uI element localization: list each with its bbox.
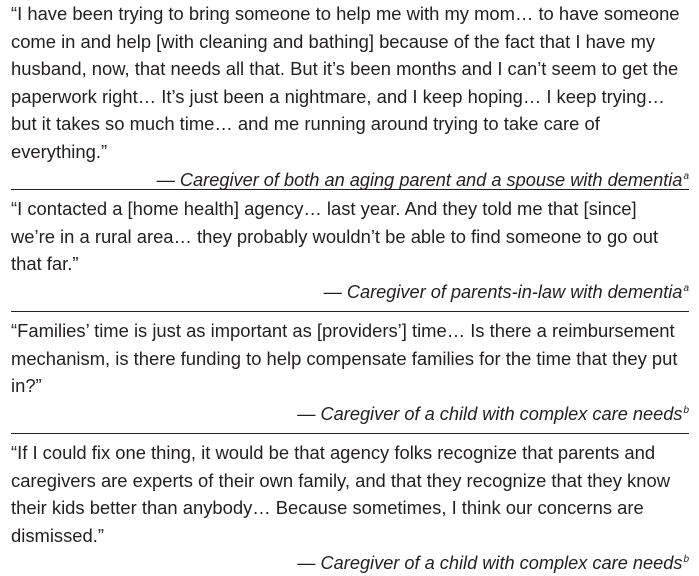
quote-text: “I contacted a [home health] agency… last year. And they told me that [since] we’re in a rural area… they probably wouldn’t be able to find someone to go out that far.” <box>11 198 659 275</box>
quote-attribution <box>11 550 689 576</box>
attribution-text: — Caregiver of a child with complex care needs <box>297 403 683 424</box>
quote-text: “I have been trying to bring someone to help me with my mom… to have someone come in and help [with cleaning and bathing] because of the fact that I have my husband, now, that needs all that. But it’s been months and I can’t seem to get the paperwork right… It’s just been a nightmare, and I keep hoping… I keep trying… but it takes so much time… and me running around trying to take care of everything.” <box>11 3 680 162</box>
footnote-marker: b <box>683 404 689 416</box>
quote-block <box>11 0 689 190</box>
quote-text: “Families’ time is just as important as [providers’] time… Is there a reimbursement mechanism, is there funding to help compensate families for the time that they put in?” <box>11 320 678 397</box>
attribution-text: — Caregiver of both an aging parent and a spouse with dementia <box>156 169 683 190</box>
quote-text: “If I could fix one thing, it would be that agency folks recognize that parents and caregivers are experts of their own family, and that they recognize that they know their kids better than anybody… Because sometimes, I think our concerns are dismissed.” <box>11 442 670 546</box>
attribution-text: — Caregiver of a child with complex care needs <box>297 553 683 574</box>
quote-block <box>11 312 689 430</box>
quote-attribution <box>11 401 689 427</box>
quote-attribution <box>11 279 689 305</box>
footnote-marker: a <box>683 282 689 294</box>
quote-block <box>11 434 689 574</box>
attribution-text: — Caregiver of parents-in-law with dementia <box>323 281 683 302</box>
footnote-marker: a <box>683 170 689 182</box>
quote-block <box>11 190 689 308</box>
footnote-marker: b <box>683 554 689 566</box>
